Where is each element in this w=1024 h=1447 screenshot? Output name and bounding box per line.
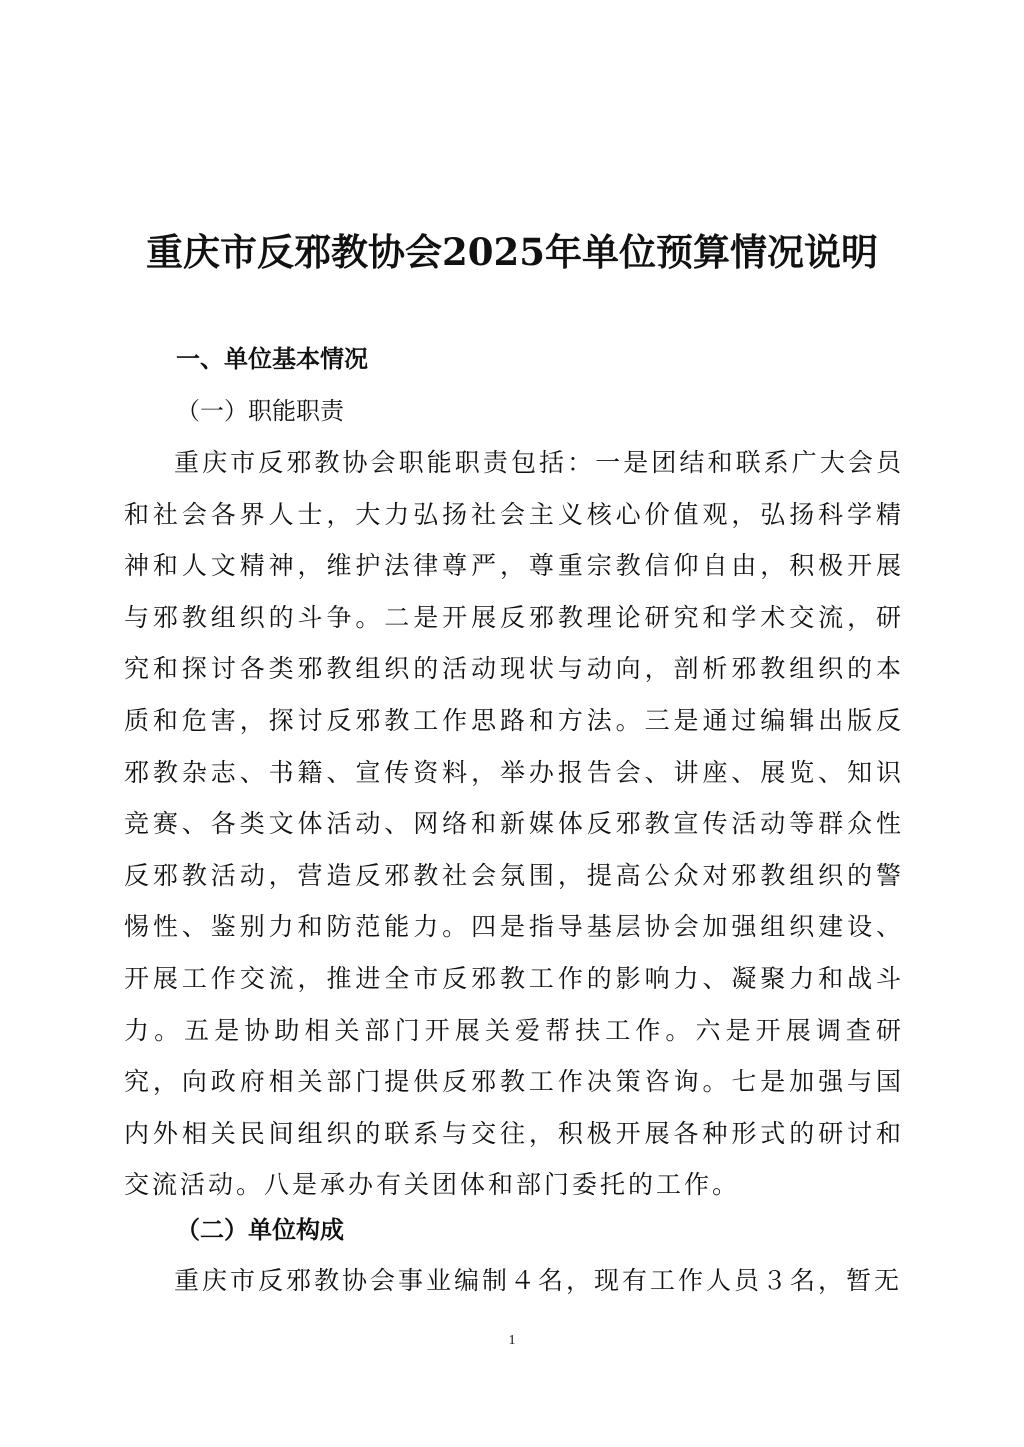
subsection-heading-functions: （一）职能职责 <box>176 397 344 425</box>
subsection-heading-composition: （二）单位构成 <box>176 1215 344 1244</box>
section-heading-basic-info: 一、单位基本情况 <box>176 344 368 373</box>
composition-paragraph: 重庆市反邪教协会事业编制４名，现有工作人员３名，暂无 <box>174 1266 903 1295</box>
functions-paragraph: 重庆市反邪教协会职能职责包括：一是团结和联系广大会员和社会各界人士，大力弘扬社会主义核心价值观，弘扬科学精神和人文精神，维护法律尊严，尊重宗教信仰自由，积极开展与邪教组织的斗争。二是开展反邪教理论研究和学术交流，研究和探讨各类邪教组织的活动现状与动向，剖析邪教组织的本质和危害，探讨反邪教工作思路和方法。三是通过编辑出版反邪教杂志、书籍、宣传资料，举办报告会、讲座、展览、知识竞赛、各类文体活动、网络和新媒体反邪教宣传活动等群众性反邪教活动，营造反邪教社会氛围，提高公众对邪教组织的警惕性、鉴别力和防范能力。四是指导基层协会加强组织建设、开展工作交流，推进全市反邪教工作的影响力、凝聚力和战斗力。五是协助相关部门开展关爱帮扶工作。六是开展调查研究，向政府相关部门提供反邪教工作决策咨询。七是加强与国内外相关民间组织的联系与交往，积极开展各种形式的研讨和交流活动。八是承办有关团体和部门委托的工作。 <box>124 448 904 1200</box>
page-number: 1 <box>508 1333 516 1348</box>
document-title: 重庆市反邪教协会2025年单位预算情况说明 <box>146 230 878 274</box>
